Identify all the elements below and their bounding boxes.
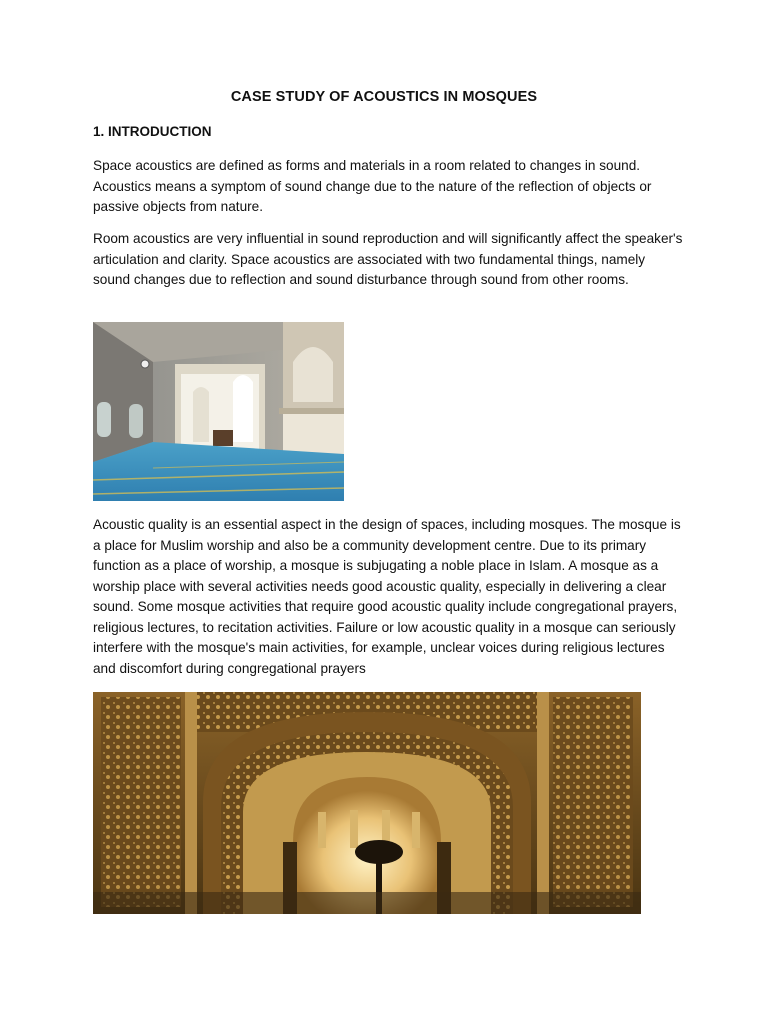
paragraph-3: Acoustic quality is an essential aspect in the design of spaces, including mosques. The mosque is a place for Muslim worship and also be a community development centre. Due to its primary function as a place of worship, a mosque is subjugating a noble place in Islam. A mosque as a worship place with several activities needs good acoustic quality, especially in delivering a clear sound. Some mosque activities that require good acoustic quality include congregational prayers, religious lectures, to recitation activities. Failure or low acoustic quality in a mosque can seriously interfere with the mosque's main activities, for example, unclear voices during religious lectures and discomfort during congregational prayers (93, 517, 681, 676)
mosque-mihrab-arch-photo (93, 692, 641, 914)
document-title: CASE STUDY OF ACOUSTICS IN MOSQUES (230, 89, 538, 105)
section-heading: 1. INTRODUCTION (93, 124, 212, 139)
mosque-interior-photo (93, 322, 344, 501)
paragraph-1: Space acoustics are defined as forms and materials in a room related to changes in sound. Acoustics means a symptom of sound change due to the nature of the reflection of objects or passive objects from nature. (93, 158, 652, 214)
paragraph-2: Room acoustics are very influential in sound reproduction and will significantly affect the speaker's articulation and clarity. Space acoustics are associated with two fundamental things, namely sound changes due to reflection and sound disturbance through sound from other rooms. (93, 231, 683, 287)
